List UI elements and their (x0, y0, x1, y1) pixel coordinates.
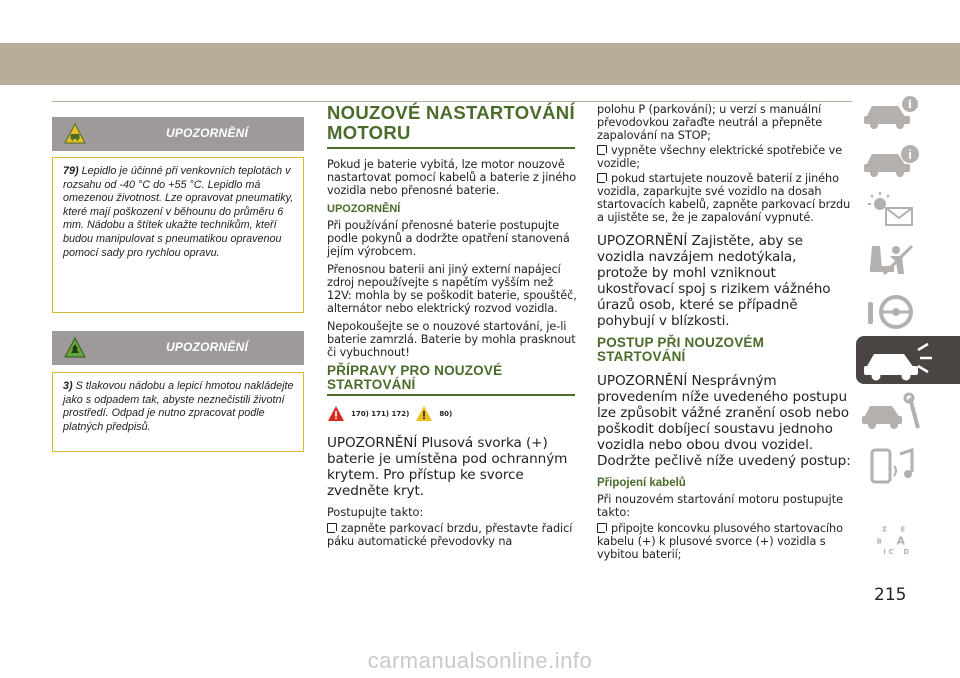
refs-b: 80) (439, 410, 453, 418)
bullet-text-4: připojte koncovku plusového startovacího kabelu (+) k plusové svorce (+) vozidla s vybitou baterií; (597, 522, 843, 561)
svg-text:i: i (908, 147, 912, 162)
tab-car-tools[interactable] (858, 392, 946, 432)
svg-text:A: A (896, 534, 905, 548)
tab-lights-mail[interactable] (858, 190, 946, 230)
checkbox-bullet-icon (597, 523, 607, 533)
lights-mail-icon (858, 190, 946, 230)
checkbox-bullet-icon (327, 523, 337, 533)
column-1 (327, 103, 579, 548)
subheading-preparation-line1: PŘÍPRAVY PRO NOUZOVÉ (327, 363, 503, 378)
bullet-item-1 (327, 522, 579, 548)
connect-intro: Při nouzovém startování motoru postupujte takto: (597, 493, 844, 519)
warning-ref-1: 79) (63, 165, 79, 177)
svg-text:C: C (888, 548, 894, 556)
spacer (597, 364, 851, 373)
warning-box-2 (52, 372, 304, 452)
svg-text:D: D (903, 548, 909, 556)
emergency-car-icon (856, 336, 960, 384)
large-warning-1: UPOZORNĚNÍ Plusová svorka (+) baterie je umístěna pod ochranným krytem. Pro přístup ke svorce zvedněte kryt. (327, 435, 568, 499)
section-heading (327, 103, 579, 143)
refs-a: 170) 171) 172) (351, 410, 410, 418)
warning-box-1 (52, 157, 304, 313)
tab-alphabetical-index[interactable] (858, 522, 946, 562)
subheading-preparation (327, 364, 579, 392)
subheading-procedure (597, 336, 851, 364)
warning-title-1: UPOZORNĚNÍ (165, 126, 248, 140)
warning-header-1 (52, 117, 304, 151)
section-heading-line1: NOUZOVÉ NASTARTOVÁNÍ (327, 102, 575, 123)
svg-text:i: i (907, 98, 913, 111)
svg-text:I: I (883, 548, 886, 556)
warning-text-2: S tlakovou nádobu a lepicí hmotou nakládejte jako s odpadem tak, abyste neznečistili životní prostředí. Odpad je nutno zpracovat podle platných předpisů. (63, 380, 294, 433)
svg-text:Z: Z (882, 525, 887, 534)
checkbox-bullet-icon (597, 173, 607, 183)
checkbox-bullet-icon (597, 145, 607, 155)
tab-music-phone[interactable] (858, 446, 946, 486)
bullet-text-3: pokud startujete nouzově baterií z jiného vozidla, zaparkujte své vozidlo na dosah startovacích kabelů, zapněte parkovací brzdu a ujistěte se, že je zapalování vypnuté. (597, 172, 851, 224)
paragraph-3: Nepokoušejte se o nouzové startování, je-li baterie zamrzlá. Baterie by mohla prasknout či vybuchnout! (327, 320, 576, 359)
paragraph-2: Přenosnou baterii ani jiný externí napájecí zdroj nepoužívejte s napětím vyšším než 12V: mohla by se poškodit baterie, spouštěč, alternátor nebo elektrický rozvod vozidla. (327, 263, 577, 315)
top-band (0, 43, 960, 85)
car-warning-icon (64, 123, 86, 145)
caution-icon (415, 405, 433, 423)
subheading-rule (327, 394, 575, 396)
large-warning-2: UPOZORNĚNÍ Zajistěte, aby se vozidla navzájem nedotýkala, protože by mohl vzniknout ukostřovací spoj s rizikem vážného úrazů osob, které se případně pohybují v blízkosti. (597, 233, 831, 329)
svg-text:B: B (876, 537, 882, 546)
bullet-item-2 (597, 144, 851, 170)
bullet-text-2: vypněte všechny elektrické spotřebiče ve vozidle; (597, 144, 843, 170)
heading-rule (327, 147, 575, 149)
subheading-procedure-line1: POSTUP PŘI NOUZOVÉM (597, 335, 765, 350)
bullet-item-3 (597, 172, 851, 224)
warning-title-2: UPOZORNĚNÍ (165, 340, 248, 354)
tab-car-alert[interactable] (858, 140, 946, 180)
warning-label: UPOZORNĚNÍ (327, 203, 401, 215)
warning-text-1: Lepidlo je účinné při venkovních teplotách v rozsahu od -40 °C do +55 °C. Lepidlo má omezenou životnost. Lze opravovat pneumatiky, které mají poškození v běhounu do průměru 6 mm. Nádobu a štítek ukažte technikům, kteří budou manipulovat s pneumatikou opravenou pomocí sady pro rychlou opravu. (63, 165, 294, 259)
tab-steering-key[interactable] (858, 292, 946, 332)
warning-header-2 (52, 331, 304, 365)
intro-paragraph: Pokud je baterie vybitá, lze motor nouzově nastartovat pomocí kabelů a baterie z jiného vozidla nebo přenosné baterie. (327, 158, 577, 197)
environment-warning-icon (64, 337, 86, 359)
alphabet-index-icon (858, 522, 946, 562)
car-tools-icon (858, 392, 946, 432)
proceed-label: Postupujte takto: (327, 506, 424, 519)
bullet-text-1: zapněte parkovací brzdu, přestavte řadicí páku automatické převodovky na (327, 522, 573, 548)
large-warning-3: UPOZORNĚNÍ Nesprávným provedením níže uvedeného postupu lze způsobit vážné zranění osob nebo poškodit dobíjecí soustavu jednoho vozidla nebo obou dvou vozidel. Dodržte pečlivě níže uvedený postup: (597, 373, 851, 469)
seat-person-icon (858, 240, 946, 280)
page-number: 215 (874, 585, 907, 605)
watermark: carmanualsonline.info (367, 648, 593, 673)
car-info-icon (858, 92, 946, 132)
cable-connection-heading: Připojení kabelů (597, 477, 686, 489)
warning-refs (327, 403, 579, 425)
column-2 (597, 103, 851, 561)
tab-seat-person[interactable] (858, 240, 946, 280)
section-heading-line2: MOTORU (327, 122, 411, 143)
car-alert-icon (858, 140, 946, 180)
paragraph-1: Při používání přenosné baterie postupujte podle pokynů a dodržte opatření stanovená jejím výrobcem. (327, 219, 570, 258)
steering-key-icon (858, 292, 946, 332)
svg-text:E: E (900, 525, 906, 534)
tab-car-info[interactable] (858, 92, 946, 132)
bullet-item-4 (597, 522, 851, 561)
subheading-procedure-line2: STARTOVÁNÍ (597, 349, 686, 364)
subheading-preparation-line2: STARTOVÁNÍ (327, 377, 416, 392)
bullet-continuation: polohu P (parkování); u verzí s manuální převodovkou zařaďte neutrál a přepněte zapalování na STOP; (597, 103, 823, 142)
warning-ref-2: 3) (63, 380, 73, 392)
danger-icon (327, 405, 345, 423)
music-phone-icon (858, 446, 946, 486)
tab-emergency[interactable] (856, 336, 960, 384)
